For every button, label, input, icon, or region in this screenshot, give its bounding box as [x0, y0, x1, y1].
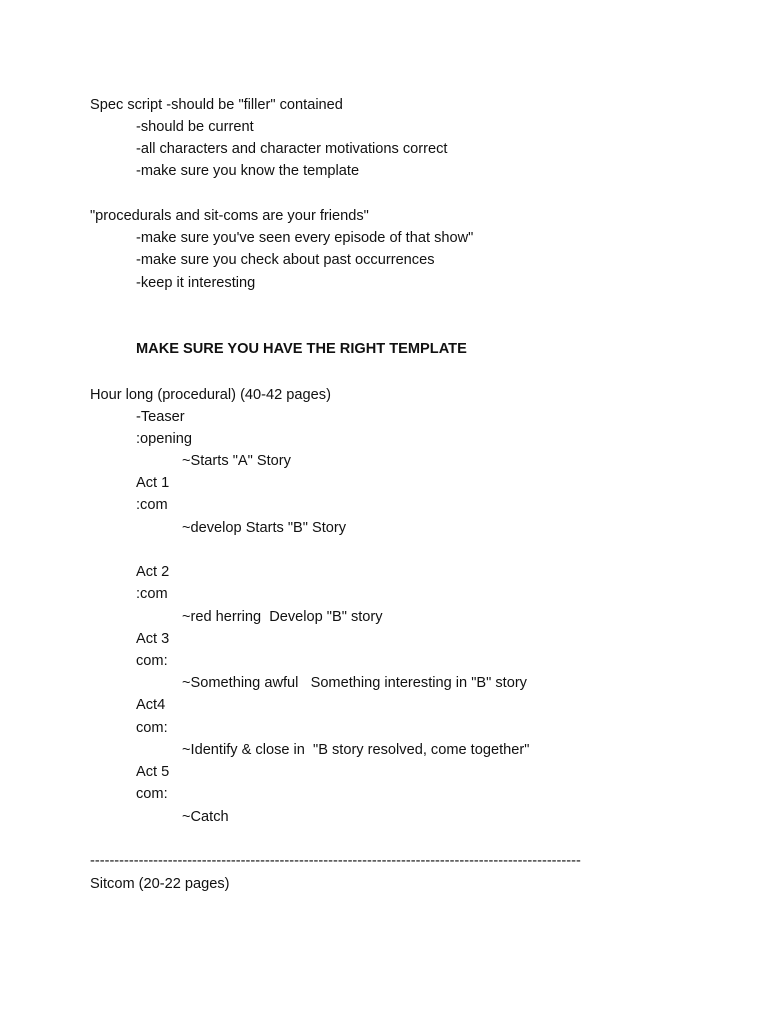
text-line-template: -make sure you know the template [136, 163, 360, 179]
text-line-sitcom: Sitcom (20-22 pages) [90, 876, 230, 892]
text-line-act-3: Act 3 [136, 631, 170, 647]
text-line-procedurals-quote: "procedurals and sit-coms are your friends" [90, 208, 369, 224]
text-line-develop-b-story: ~develop Starts "B" Story [182, 520, 347, 536]
text-line-current: -should be current [136, 119, 254, 135]
text-line-red-herring: ~red herring Develop "B" story [182, 609, 383, 625]
divider-dashes: ----------------------------------------------------------------------------------------------------- [90, 853, 581, 869]
text-line-act-4: Act4 [136, 697, 166, 713]
text-line-past-occurrences: -make sure you check about past occurrences [136, 252, 435, 268]
text-line-characters: -all characters and character motivations correct [136, 141, 448, 157]
text-line-opening: :opening [136, 431, 192, 447]
section-heading: MAKE SURE YOU HAVE THE RIGHT TEMPLATE [136, 341, 467, 357]
text-line-catch: ~Catch [182, 809, 229, 825]
text-line-com: :com [136, 497, 168, 513]
text-line-something-awful: ~Something awful Something interesting in "B" story [182, 675, 527, 691]
text-line-hour-long: Hour long (procedural) (40-42 pages) [90, 387, 331, 403]
text-line-starts-a-story: ~Starts "A" Story [182, 453, 291, 469]
text-line-identify-close: ~Identify & close in "B story resolved, come together" [182, 742, 530, 758]
text-line-com: com: [136, 786, 168, 802]
text-line-act-2: Act 2 [136, 564, 170, 580]
text-line-interesting: -keep it interesting [136, 275, 256, 291]
text-line-act-1: Act 1 [136, 475, 170, 491]
text-line-teaser: -Teaser [136, 409, 185, 425]
text-line-act-5: Act 5 [136, 764, 170, 780]
text-line-spec-script: Spec script -should be "filler" contained [90, 97, 343, 113]
text-line-com: :com [136, 586, 168, 602]
text-line-com: com: [136, 653, 168, 669]
text-line-seen-episodes: -make sure you've seen every episode of that show" [136, 230, 474, 246]
text-line-com: com: [136, 720, 168, 736]
